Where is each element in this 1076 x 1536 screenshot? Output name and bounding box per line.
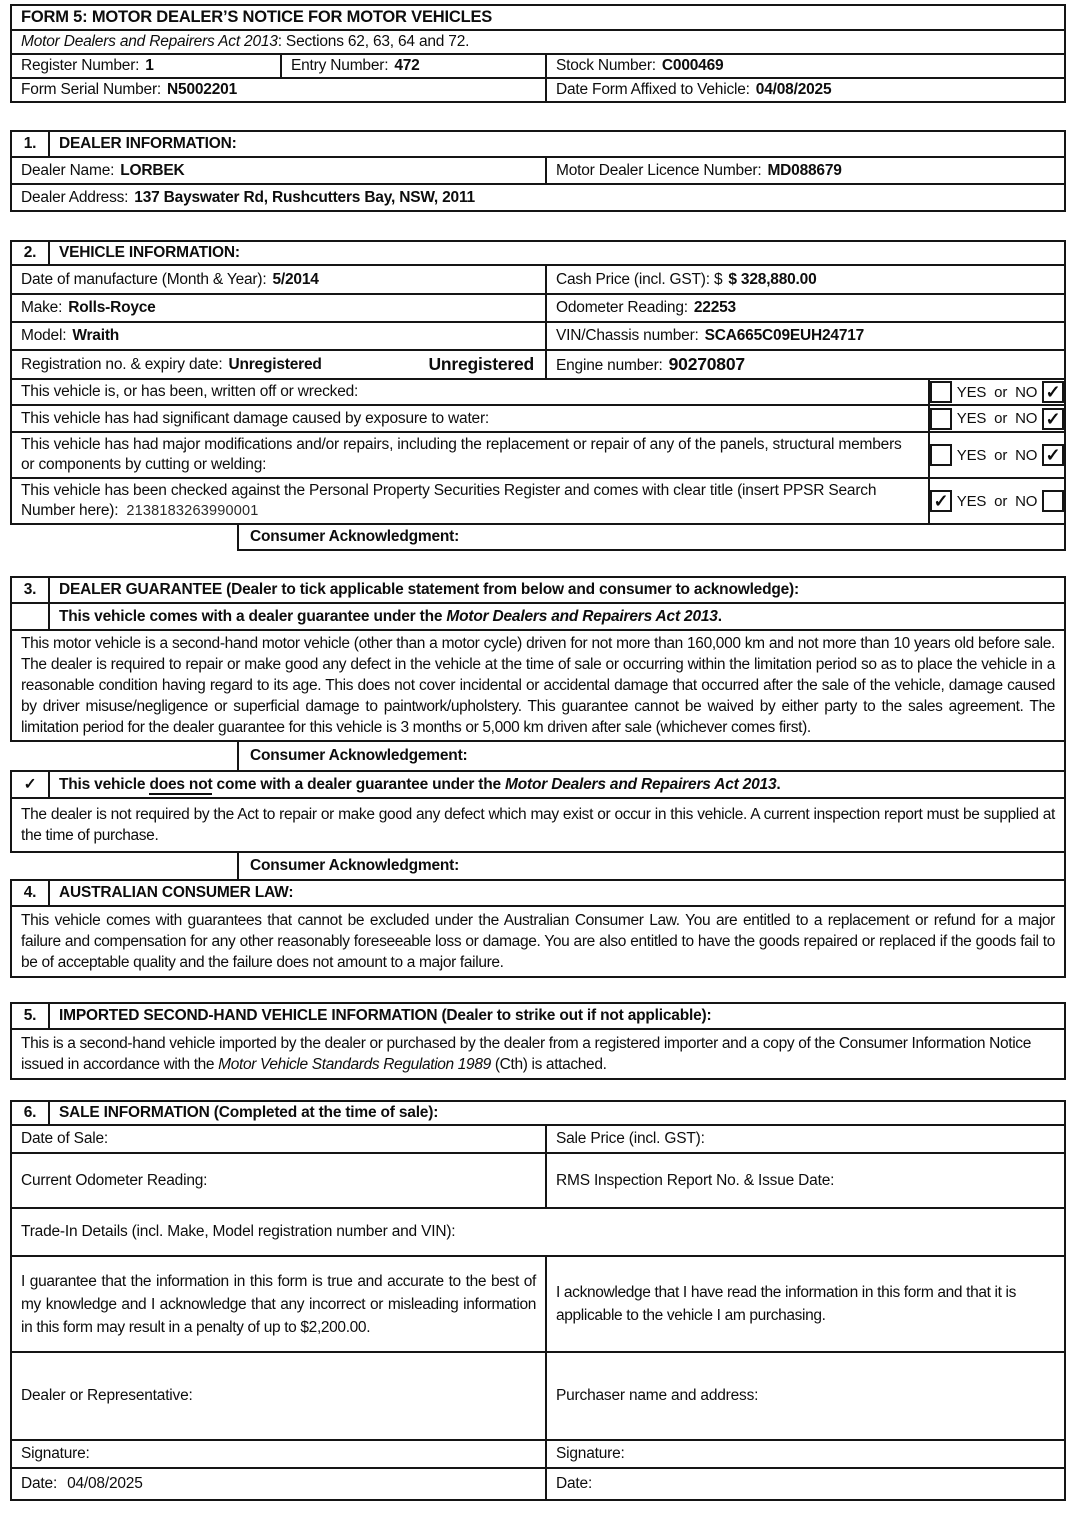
engine-number-label: Engine number: bbox=[556, 357, 663, 374]
section-6-heading: SALE INFORMATION (Completed at the time of sale): bbox=[49, 1101, 1065, 1125]
consumer-law-body: This vehicle comes with guarantees that cannot be excluded under the Australian Consumer Law. You are entitled to a replacement or refund for a major failure and compensation for any other reasonably foreseeable loss or damage. You are also entitled to have the goods repaired or replaced if the goods fail to be of acceptable quality and the failure does not amount to a major failure. bbox=[11, 906, 1065, 977]
guarantee-with-prefix: This vehicle comes with a dealer guarantee under the bbox=[59, 607, 447, 625]
current-odometer-cell[interactable] bbox=[11, 1153, 546, 1208]
registration-label: Registration no. & expiry date: bbox=[21, 355, 223, 373]
guarantee-with-suffix: . bbox=[717, 607, 722, 625]
make-value: Rolls-Royce bbox=[68, 299, 156, 316]
registration-cell bbox=[11, 350, 546, 379]
purchaser-date-label: Date: bbox=[556, 1475, 593, 1492]
guarantee-without-prefix: This vehicle bbox=[59, 775, 150, 793]
section-2-heading: VEHICLE INFORMATION: bbox=[49, 241, 1065, 265]
water-damage-answer-cell bbox=[929, 405, 1065, 432]
section-3-number: 3. bbox=[11, 577, 49, 603]
no-checkbox[interactable] bbox=[1042, 490, 1064, 512]
sale-price-cell[interactable] bbox=[546, 1125, 1065, 1153]
model-label: Model: bbox=[21, 327, 67, 344]
statement-written-off: This vehicle is, or has been, written off or wrecked: bbox=[11, 379, 929, 405]
yes-or-no-label: YES or NO bbox=[956, 383, 1038, 401]
consumer-law-table bbox=[10, 879, 1066, 978]
guarantee-with-body: This motor vehicle is a second-hand motor vehicle (other than a motor cycle) driven for not more than 160,000 km and not more than 10 years old before sale. The dealer is required to repair or make good any defect in the vehicle at the time of sale or occurring within the limitation period so as to place the vehicle in a reasonable condition having regard to its age. This does not cover incidental or accidental damage that occurred after the sale of the vehicle, damage caused by driver misuse/negligence or superficial damage to paintwork/upholstery. This guarantee cannot be waived by either party to the sales agreement. The limitation period for the dealer guarantee for this vehicle is 3 months or 5,000 km driven after sale (whichever comes first). bbox=[11, 630, 1065, 741]
section-5-number: 5. bbox=[11, 1003, 49, 1029]
dealer-guarantee-table bbox=[10, 576, 1066, 742]
rms-inspection-label: RMS Inspection Report No. & Issue Date: bbox=[556, 1171, 835, 1189]
section-6-number: 6. bbox=[11, 1101, 49, 1125]
form-title: FORM 5: MOTOR DEALER’S NOTICE FOR MOTOR VEHICLES bbox=[11, 5, 1065, 30]
guarantee-with-checkbox[interactable] bbox=[11, 603, 49, 630]
statement-modifications: This vehicle has had major modifications and/or repairs, including the replacement or repair of any of the panels, structural members or components by cutting or welding: bbox=[11, 432, 929, 478]
guarantee-without-statement bbox=[49, 771, 1065, 798]
yes-checkbox[interactable] bbox=[930, 408, 952, 430]
dealer-licence-cell bbox=[546, 157, 1065, 184]
statement-water-damage: This vehicle has had significant damage caused by exposure to water: bbox=[11, 405, 929, 432]
no-checkbox[interactable]: ✓ bbox=[1042, 444, 1064, 466]
regulation-name-italic: Motor Vehicle Standards Regulation 1989 bbox=[218, 1056, 491, 1073]
consumer-acknowledgment-box-2[interactable] bbox=[237, 742, 1066, 770]
form-serial-value: N5002201 bbox=[167, 81, 237, 98]
purchaser-name-cell[interactable] bbox=[546, 1352, 1065, 1440]
dealer-address-cell bbox=[11, 184, 1065, 211]
ppsr-statement-text: This vehicle has been checked against the Personal Property Securities Register and comes with clear title (insert PPSR Search Number here): bbox=[21, 482, 877, 519]
purchaser-signature-label: Signature: bbox=[556, 1445, 625, 1462]
section-4-heading: AUSTRALIAN CONSUMER LAW: bbox=[49, 880, 1065, 906]
act-name-italic: Motor Dealers and Repairers Act 2013 bbox=[505, 775, 777, 793]
yes-checkbox[interactable] bbox=[930, 444, 952, 466]
dealer-name-cell bbox=[11, 157, 546, 184]
section-5-heading: IMPORTED SECOND-HAND VEHICLE INFORMATION (Dealer to strike out if not applicable): bbox=[49, 1003, 1065, 1029]
yes-checkbox[interactable] bbox=[930, 381, 952, 403]
sale-information-table bbox=[10, 1100, 1066, 1501]
guarantee-without-suffix: . bbox=[776, 775, 781, 793]
stock-number-label: Stock Number: bbox=[556, 57, 656, 74]
make-label: Make: bbox=[21, 299, 63, 316]
no-guarantee-table bbox=[10, 770, 1066, 853]
guarantee-without-middle: come with a dealer guarantee under the bbox=[212, 775, 506, 793]
yes-or-no-label: YES or NO bbox=[956, 410, 1038, 427]
no-checkbox[interactable]: ✓ bbox=[1042, 381, 1064, 403]
cash-price-value: $ 328,880.00 bbox=[728, 270, 817, 288]
consumer-acknowledgment-label: Consumer Acknowledgment: bbox=[250, 857, 460, 874]
sale-price-label: Sale Price (incl. GST): bbox=[556, 1130, 705, 1147]
cash-price-label: Cash Price (incl. GST): $ bbox=[556, 270, 723, 288]
odometer-value: 22253 bbox=[693, 299, 736, 316]
guarantee-without-body: The dealer is not required by the Act to repair or make good any defect which may exist or occur in this vehicle. A current inspection report must be supplied at the time of purchase. bbox=[11, 798, 1065, 852]
date-affixed-label: Date Form Affixed to Vehicle: bbox=[556, 81, 750, 98]
guarantee-does-not: does not bbox=[149, 775, 213, 793]
consumer-acknowledgment-label: Consumer Acknowledgement: bbox=[250, 747, 468, 764]
form-serial-label: Form Serial Number: bbox=[21, 81, 162, 98]
dealer-declaration: I guarantee that the information in this form is true and accurate to the best of my knowledge and I acknowledge that any incorrect or misleading information in this form may result in a penalty of up to $2,200.00. bbox=[11, 1256, 546, 1352]
rms-inspection-cell[interactable] bbox=[546, 1153, 1065, 1208]
dealer-licence-label: Motor Dealer Licence Number: bbox=[556, 161, 762, 179]
dealer-signature-label: Signature: bbox=[21, 1445, 90, 1462]
consumer-acknowledgment-label: Consumer Acknowledgment: bbox=[250, 528, 460, 545]
act-reference bbox=[11, 30, 1065, 54]
entry-number-value: 472 bbox=[394, 57, 420, 74]
act-sections: : Sections 62, 63, 64 and 72. bbox=[277, 33, 470, 50]
dealer-address-value: 137 Bayswater Rd, Rushcutters Bay, NSW, 2011 bbox=[134, 188, 475, 206]
section-1-number: 1. bbox=[11, 131, 49, 157]
vehicle-information-table bbox=[10, 240, 1066, 380]
imported-body-part2: (Cth) is attached. bbox=[490, 1056, 607, 1073]
trade-in-label: Trade-In Details (incl. Make, Model registration number and VIN): bbox=[21, 1223, 456, 1240]
imported-vehicle-table bbox=[10, 1002, 1066, 1080]
model-cell bbox=[11, 322, 546, 350]
yes-or-no-label: YES or NO bbox=[956, 446, 1038, 464]
manufacture-date-cell bbox=[11, 265, 546, 294]
guarantee-with-statement bbox=[49, 603, 1065, 630]
vin-value: SCA665C09EUH24717 bbox=[704, 327, 865, 344]
dealer-date-label: Date: bbox=[21, 1475, 58, 1492]
model-value: Wraith bbox=[72, 327, 120, 344]
section-3-heading: DEALER GUARANTEE (Dealer to tick applicable statement from below and consumer to acknowledge): bbox=[49, 577, 1065, 603]
dealer-licence-value: MD088679 bbox=[767, 161, 842, 179]
imported-body-part1: This is a second-hand vehicle imported by the dealer or purchased by the dealer from a registered importer and a copy of the Consumer Information Notice issued in accordance with the bbox=[21, 1035, 1031, 1073]
section-1-heading: DEALER INFORMATION: bbox=[49, 131, 1065, 157]
vin-label: VIN/Chassis number: bbox=[556, 327, 699, 344]
stock-number-value: C000469 bbox=[661, 57, 724, 74]
imported-vehicle-body bbox=[11, 1029, 1065, 1079]
section-2-number: 2. bbox=[11, 241, 49, 265]
date-of-sale-cell[interactable] bbox=[11, 1125, 546, 1153]
written-off-answer-cell bbox=[929, 379, 1065, 405]
form-header-table bbox=[10, 4, 1066, 103]
purchaser-name-label: Purchaser name and address: bbox=[556, 1387, 759, 1404]
dealer-address-label: Dealer Address: bbox=[21, 188, 129, 206]
make-cell bbox=[11, 294, 546, 322]
trade-in-cell[interactable] bbox=[11, 1208, 1065, 1256]
vehicle-statements-table bbox=[10, 378, 1066, 525]
consumer-acknowledgment-box-3[interactable] bbox=[237, 853, 1066, 879]
ppsr-answer-cell bbox=[929, 478, 1065, 524]
dealer-name-value: LORBEK bbox=[120, 161, 185, 179]
manufacture-date-value: 5/2014 bbox=[272, 270, 319, 288]
dealer-date-value: 04/08/2025 bbox=[67, 1475, 143, 1492]
date-affixed-value: 04/08/2025 bbox=[755, 81, 832, 98]
yes-checkbox[interactable]: ✓ bbox=[930, 490, 952, 512]
registration-value: Unregistered bbox=[228, 355, 322, 373]
engine-number-cell bbox=[546, 350, 1065, 379]
entry-number-cell bbox=[281, 54, 546, 78]
yes-or-no-label: YES or NO bbox=[956, 492, 1038, 510]
vin-cell bbox=[546, 322, 1065, 350]
date-of-sale-label: Date of Sale: bbox=[21, 1130, 109, 1147]
ppsr-search-number: 2138183263990001 bbox=[126, 503, 259, 519]
dealer-signature-cell[interactable] bbox=[11, 1440, 546, 1468]
section-4-number: 4. bbox=[11, 880, 49, 906]
register-number-cell bbox=[11, 54, 281, 78]
statement-ppsr bbox=[11, 478, 929, 524]
dealer-date-cell[interactable] bbox=[11, 1468, 546, 1500]
odometer-cell bbox=[546, 294, 1065, 322]
registration-value-2: Unregistered bbox=[428, 354, 534, 374]
dealer-representative-cell[interactable] bbox=[11, 1352, 546, 1440]
stock-number-cell bbox=[546, 54, 1065, 78]
dealer-name-label: Dealer Name: bbox=[21, 161, 115, 179]
current-odometer-label: Current Odometer Reading: bbox=[21, 1171, 208, 1189]
cash-price-cell bbox=[546, 265, 1065, 294]
register-number-label: Register Number: bbox=[21, 57, 140, 74]
purchaser-date-cell[interactable] bbox=[546, 1468, 1065, 1500]
entry-number-label: Entry Number: bbox=[291, 57, 389, 74]
register-number-value: 1 bbox=[145, 57, 154, 74]
no-checkbox[interactable]: ✓ bbox=[1042, 408, 1064, 430]
date-affixed-cell bbox=[546, 78, 1065, 102]
form-serial-cell bbox=[11, 78, 546, 102]
dealer-representative-label: Dealer or Representative: bbox=[21, 1387, 193, 1404]
engine-number-value: 90270807 bbox=[668, 354, 745, 374]
modifications-answer-cell bbox=[929, 432, 1065, 478]
purchaser-declaration: I acknowledge that I have read the information in this form and that it is applicable to the vehicle I am purchasing. bbox=[546, 1256, 1065, 1352]
dealer-information-table bbox=[10, 130, 1066, 212]
act-name-italic: Motor Dealers and Repairers Act 2013 bbox=[21, 33, 278, 50]
odometer-label: Odometer Reading: bbox=[556, 299, 688, 316]
guarantee-without-checkbox[interactable]: ✓ bbox=[11, 771, 49, 798]
act-name-italic: Motor Dealers and Repairers Act 2013 bbox=[446, 607, 718, 625]
manufacture-date-label: Date of manufacture (Month & Year): bbox=[21, 270, 267, 288]
consumer-acknowledgment-box-1[interactable] bbox=[237, 525, 1066, 551]
purchaser-signature-cell[interactable] bbox=[546, 1440, 1065, 1468]
